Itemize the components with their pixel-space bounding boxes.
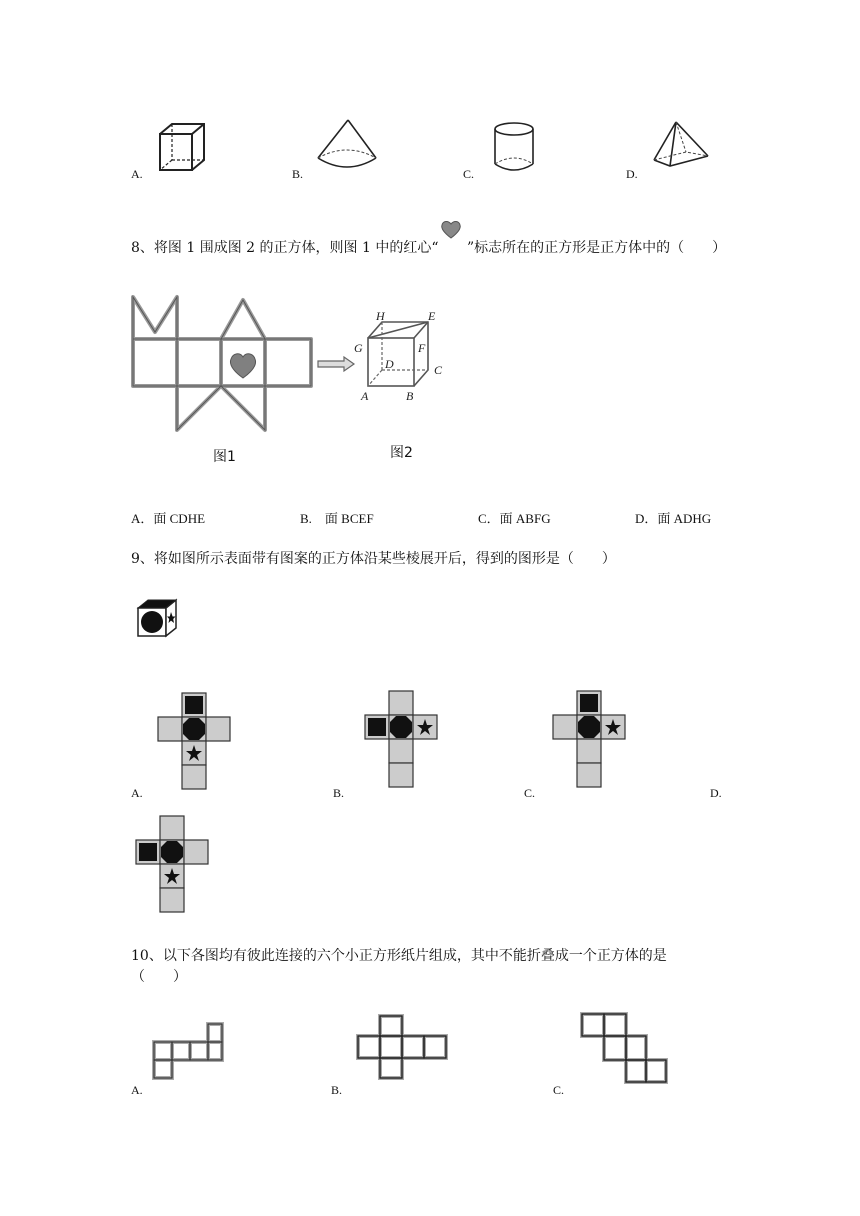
heart-icon <box>440 220 462 240</box>
q10-stem-line-1: 10、以下各图均有彼此连接的六个小正方形纸片组成，其中不能折叠成一个正方体的是 <box>131 948 667 964</box>
q9-patterned-cube <box>136 598 180 638</box>
q8-stem-start: 8、将图 1 围成图 2 的正方体，则图 1 中的红心“ <box>131 240 439 256</box>
q7-option-b[interactable]: B. <box>292 167 304 181</box>
figure-1-caption: 图1 <box>213 449 236 465</box>
vertex-label-c: C <box>434 363 443 377</box>
q10-option-a-net <box>150 1022 226 1082</box>
q9-option-d-net <box>135 815 211 915</box>
vertex-label-b: B <box>406 389 414 403</box>
option-b-cone-figure <box>312 118 384 172</box>
q10-stem-line-2: （ ） <box>131 969 187 985</box>
q10-option-b-net <box>356 1014 450 1082</box>
q9-option-d[interactable]: D. <box>710 786 722 800</box>
option-a-cube-figure <box>150 118 210 178</box>
q9-option-c-net <box>552 690 628 790</box>
q8-option-a[interactable]: A．面 CDHE <box>131 511 206 526</box>
q8-figure-2-cube <box>352 306 448 406</box>
heart-icon <box>230 354 255 378</box>
q7-option-a[interactable]: A. <box>131 167 143 181</box>
q9-option-a-net <box>157 692 233 792</box>
q10-option-a[interactable]: A. <box>131 1083 143 1097</box>
figure-2-caption: 图2 <box>390 445 413 461</box>
option-c-cylinder-figure <box>490 120 540 174</box>
vertex-label-g: G <box>354 341 363 355</box>
q7-option-c[interactable]: C. <box>463 167 475 181</box>
vertex-label-a: A <box>361 389 369 403</box>
vertex-label-h: H <box>376 309 385 323</box>
q8-figure-1-net <box>128 292 318 438</box>
option-d-pyramid-figure <box>646 120 716 172</box>
q9-option-b-net <box>364 690 440 790</box>
vertex-label-e: E <box>428 309 436 323</box>
q8-stem-end: ”标志所在的正方形是正方体中的（ ） <box>467 240 727 256</box>
q9-option-b[interactable]: B. <box>333 786 345 800</box>
q8-option-b[interactable]: B. 面 BCEF <box>300 511 374 526</box>
q10-option-c[interactable]: C. <box>553 1083 565 1097</box>
vertex-label-f: F <box>418 341 426 355</box>
q9-option-a[interactable]: A. <box>131 786 143 800</box>
q9-stem: 9、将如图所示表面带有图案的正方体沿某些棱展开后，得到的图形是（ ） <box>131 551 616 567</box>
q8-option-c[interactable]: C．面 ABFG <box>478 511 551 526</box>
q8-option-d[interactable]: D．面 ADHG <box>635 511 712 526</box>
q7-option-d[interactable]: D. <box>626 167 638 181</box>
q10-option-c-net <box>578 1012 670 1086</box>
q10-option-b[interactable]: B. <box>331 1083 343 1097</box>
right-arrow-icon <box>316 356 356 372</box>
vertex-label-d: D <box>385 357 394 371</box>
q9-option-c[interactable]: C. <box>524 786 536 800</box>
